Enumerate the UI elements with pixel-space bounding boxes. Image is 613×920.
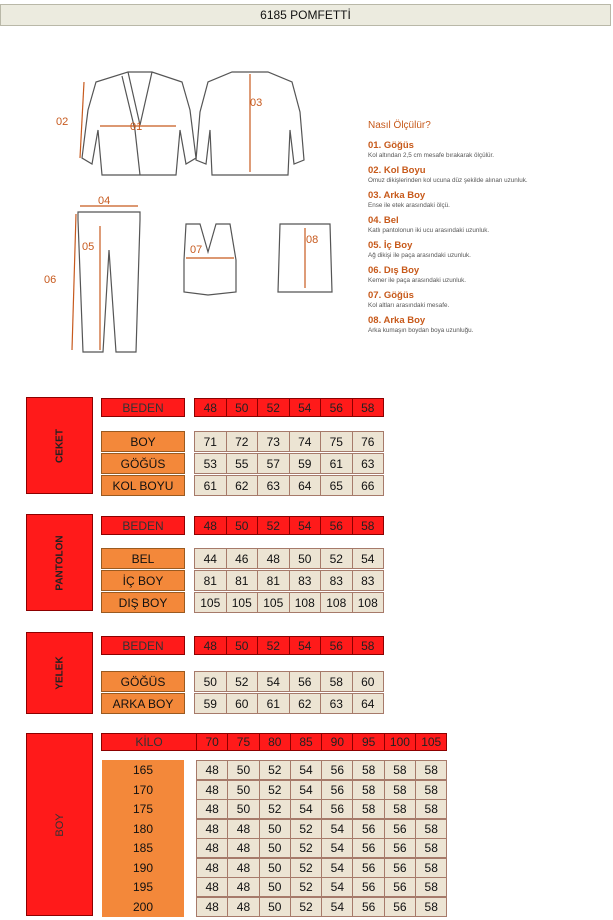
- page-title: 6185 POMFETTİ: [260, 8, 351, 22]
- table-row: 81 81 81 83 83 83: [194, 570, 383, 591]
- table-row: 61 62 63 64 65 66: [194, 475, 383, 496]
- trousers-drawing: [78, 212, 140, 352]
- table-row: 48 50 52 54 56 58 58 58: [196, 799, 446, 819]
- howto-item: 01. Göğüs Kol altından 2,5 cm mesafe bırakarak ölçülür.: [368, 140, 495, 159]
- howto-item: 04. Bel Katlı pantolonun iki ucu arasındaki uzunluk.: [368, 215, 490, 234]
- height-label: 190: [102, 858, 184, 878]
- ceket-row-label: KOL BOYU: [101, 475, 185, 496]
- pantolon-size-row: 48 50 52 54 56 58: [194, 516, 383, 535]
- label-02: 02: [56, 116, 69, 128]
- table-row: 48 48 50 52 54 56 56 58: [196, 897, 446, 917]
- table-row: 50 52 54 56 58 60: [194, 671, 383, 692]
- table-row: 71 72 73 74 75 76: [194, 431, 383, 452]
- ceket-row-label: GÖĞÜS: [101, 453, 185, 474]
- howto-item: 03. Arka Boy Ense ile etek arasındaki ölçü.: [368, 190, 450, 209]
- yelek-row-label: ARKA BOY: [101, 693, 185, 714]
- yelek-side-label: YELEK: [26, 632, 93, 714]
- height-label: 200: [102, 897, 184, 917]
- howto-item: 07. Göğüs Kol altları arasındaki mesafe.: [368, 290, 450, 309]
- table-row: 48 48 50 52 54 56 56 58: [196, 858, 446, 878]
- height-label: 185: [102, 838, 184, 858]
- yelek-row-label: GÖĞÜS: [101, 671, 185, 692]
- yelek-size-row: 48 50 52 54 56 58: [194, 636, 383, 655]
- table-row: 48 50 52 54 56 58 58 58: [196, 780, 446, 800]
- label-03: 03: [250, 97, 263, 109]
- kilo-header-row: 70 75 80 85 90 95 100 105: [196, 733, 446, 751]
- table-row: 48 48 50 52 54 56 56 58: [196, 819, 446, 839]
- height-label: 195: [102, 877, 184, 897]
- kilo-label: KİLO: [101, 733, 197, 751]
- table-row: 44 46 48 50 52 54: [194, 548, 383, 569]
- table-row: 48 50 52 54 56 58 58 58: [196, 760, 446, 780]
- table-row: 53 55 57 59 61 63: [194, 453, 383, 474]
- pantolon-row-label: DIŞ BOY: [101, 592, 185, 613]
- label-07: 07: [190, 244, 203, 256]
- table-row: 48 48 50 52 54 56 56 58: [196, 838, 446, 858]
- howto-item: 02. Kol Boyu Omuz dikişlerinden kol ucuna düz şekilde alınan uzunluk.: [368, 165, 528, 184]
- pantolon-beden-label: BEDEN: [101, 516, 185, 535]
- label-08: 08: [306, 234, 319, 246]
- yelek-beden-label: BEDEN: [101, 636, 185, 655]
- boy-side-label: BOY: [26, 733, 93, 916]
- label-05: 05: [82, 241, 95, 253]
- how-to-measure-panel: [368, 120, 608, 340]
- title-bar: [0, 4, 611, 26]
- pantolon-row-label: İÇ BOY: [101, 570, 185, 591]
- vest-front-drawing: [184, 224, 236, 295]
- label-06: 06: [44, 274, 57, 286]
- ceket-size-row: 48 50 52 54 56 58: [194, 398, 383, 417]
- label-01: 01: [130, 121, 143, 133]
- label-04: 04: [98, 195, 111, 207]
- pantolon-side-label: PANTOLON: [26, 514, 93, 611]
- table-row: 59 60 61 62 63 64: [194, 693, 383, 714]
- height-label: 180: [102, 819, 184, 839]
- height-label: 170: [102, 780, 184, 800]
- height-label: 165: [102, 760, 184, 780]
- howto-heading: Nasıl Ölçülür?: [368, 120, 431, 131]
- height-label: 175: [102, 799, 184, 819]
- howto-item: 05. İç Boy Ağ dikişi ile paça arasındaki uzunluk.: [368, 240, 471, 259]
- table-row: 105 105 105 108 108 108: [194, 592, 383, 613]
- pantolon-row-label: BEL: [101, 548, 185, 569]
- ceket-row-label: BOY: [101, 431, 185, 452]
- howto-item: 06. Dış Boy Kemer ile paça arasındaki uzunluk.: [368, 265, 467, 284]
- howto-item: 08. Arka Boy Arka kumaşın boydan boya uzunluğu.: [368, 315, 474, 334]
- table-row: 48 48 50 52 54 56 56 58: [196, 877, 446, 897]
- ceket-beden-label: BEDEN: [101, 398, 185, 417]
- ceket-side-label: CEKET: [26, 397, 93, 494]
